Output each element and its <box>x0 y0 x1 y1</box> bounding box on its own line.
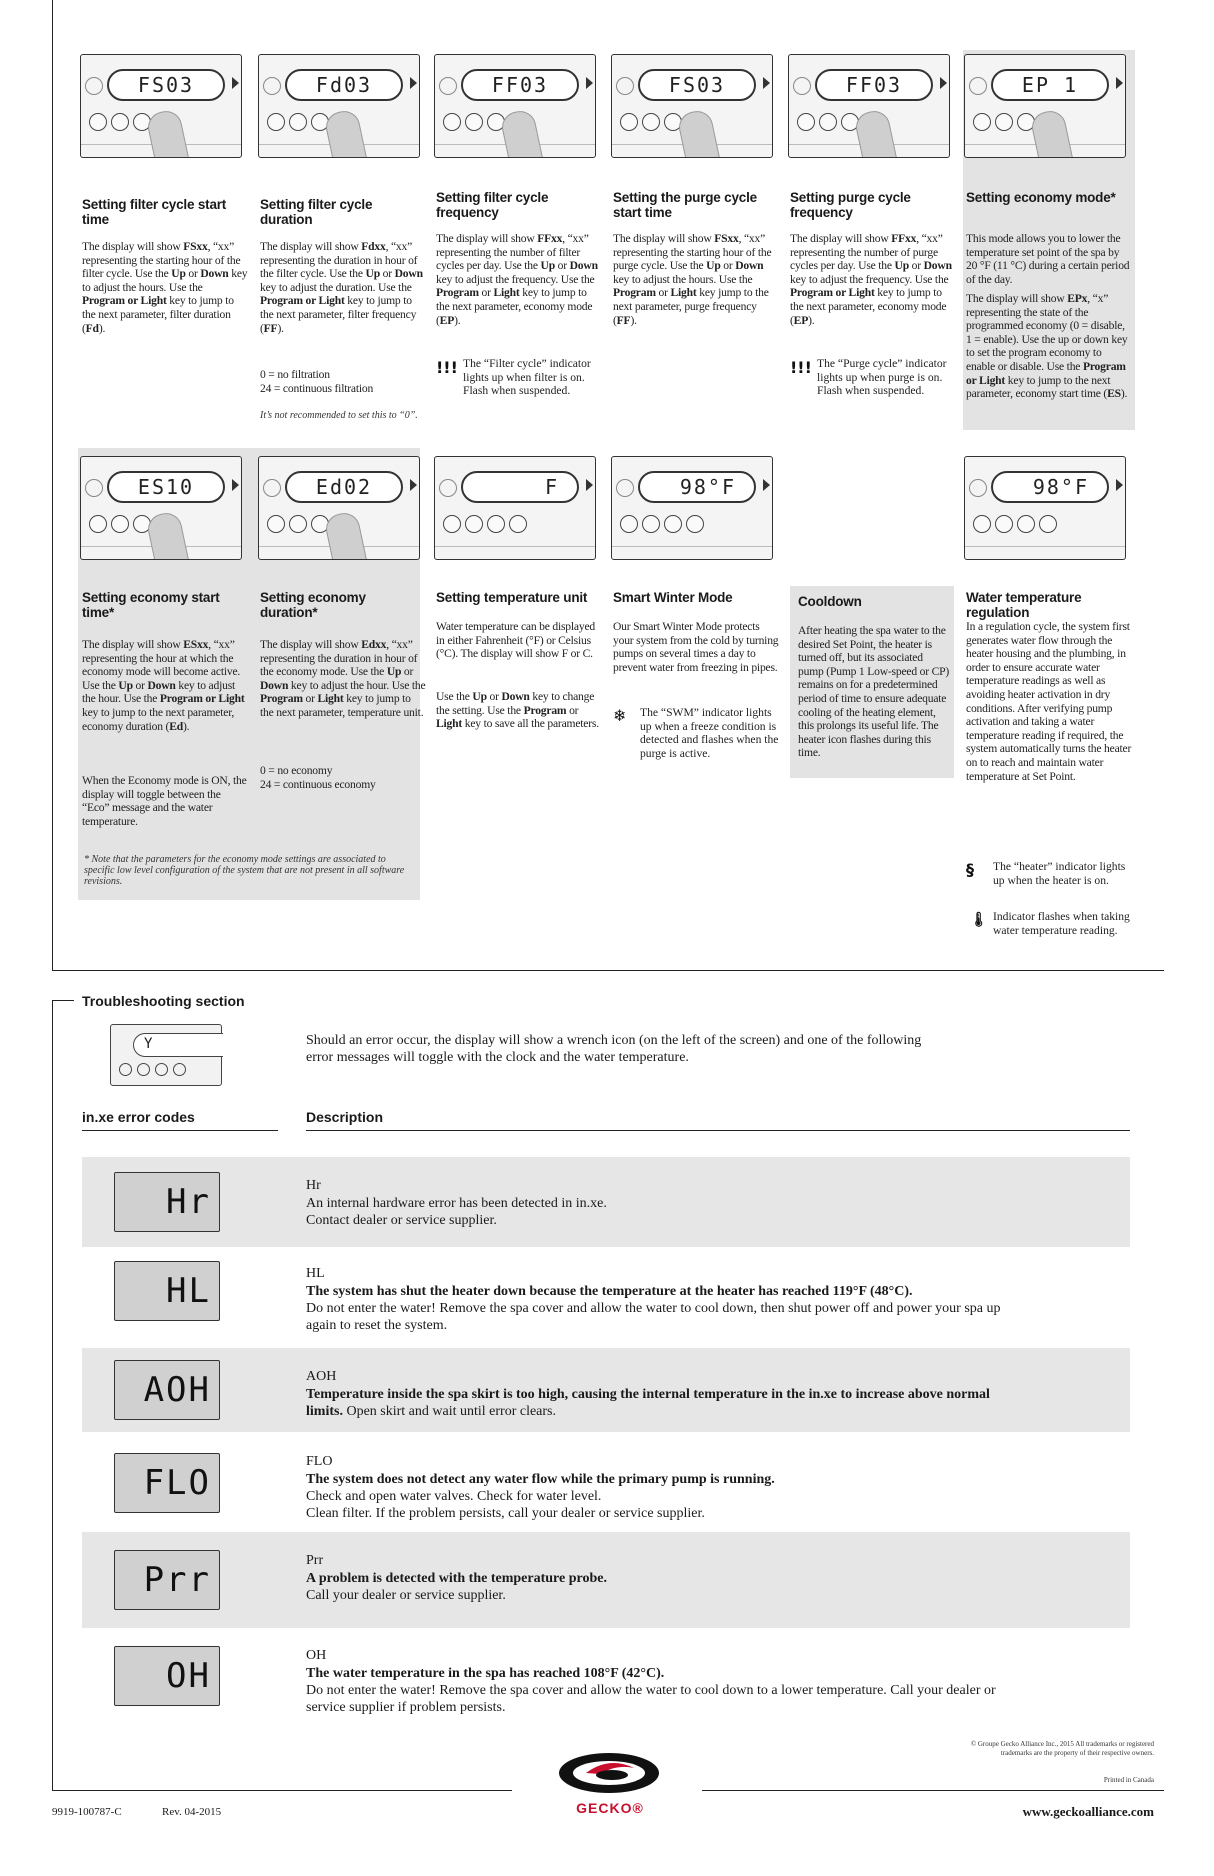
printed-in: Printed in Canada <box>1103 1776 1154 1784</box>
panel-button-2 <box>995 113 1013 131</box>
error-description: Temperature inside the spa skirt is too high, causing the internal temperature in the in.xe to increase above normal limits. Open skirt and wait until error clears. <box>306 1387 990 1419</box>
panel-logo-icon <box>263 479 281 497</box>
footer-rule-left <box>52 1790 512 1791</box>
indicator-text-2: Indicator flashes when taking water temperature reading. <box>993 910 1130 937</box>
error-description: The system has shut the heater down because the temperature at the heater has reached 119°F (48°C). Do not enter the water! Remove the spa cover and allow the water to cool down, then shut power off and power your spa up again to reset the system. <box>306 1284 1001 1333</box>
step-body: This mode allows you to lower the temperature set point of the spa by 20 °F (11 °C) during a certain period of the day. <box>966 232 1130 286</box>
control-panel-illustration <box>258 54 420 158</box>
indicator-text: The “Purge cycle” indicator lights up when purge is on. Flash when suspended. <box>817 357 947 398</box>
step-title: Setting purge cycle frequency <box>790 190 911 220</box>
error-code: OH <box>306 1648 327 1663</box>
control-panel-illustration <box>964 456 1126 560</box>
snowflake-indicator-icon: ❄ <box>613 706 627 725</box>
error-lcd-display: OH <box>114 1646 220 1706</box>
step-body-2: The display will show EPx, “x” representing the state of the programmed economy (0 = disable, 1 = enable). Use the up or down key to set the program economy to enable or disable. Use the Program or Light key to jump to the next parameter, economy start time (ES). <box>966 292 1128 401</box>
panel-button-1 <box>443 515 461 533</box>
arrow-right-icon <box>232 77 239 89</box>
lcd-display: Ed02 <box>285 471 403 503</box>
control-panel-illustration <box>434 54 596 158</box>
panel-logo-icon <box>85 479 103 497</box>
frame-left-rule <box>52 0 53 970</box>
step-body: The display will show Edxx, “xx” representing the duration in hour of the economy mode. Use the Up or Down key to adjust the hour. Use the Program or Light key to jump to the next parameter, temperature unit. <box>260 638 426 719</box>
panel-button-3 <box>664 515 682 533</box>
gecko-logo-icon <box>556 1750 662 1796</box>
panel-divider <box>965 546 1125 547</box>
error-lcd-display: Hr <box>114 1172 220 1232</box>
error-row <box>82 1433 1130 1533</box>
panel-button-3 <box>487 515 505 533</box>
error-code: HL <box>306 1266 325 1281</box>
lcd-display: 98°F <box>638 471 756 503</box>
panel-button-1 <box>973 515 991 533</box>
finger-press-icon <box>676 108 722 158</box>
finger-press-icon <box>323 510 369 560</box>
panel-button-2 <box>642 515 660 533</box>
copyright-notice: © Groupe Gecko Alliance Inc., 2015 All trademarks or registered trademarks are the property of their respective owners. <box>970 1740 1154 1757</box>
panel-button-1 <box>443 113 461 131</box>
step-title: Setting the purge cycle start time <box>613 190 757 220</box>
panel-button-2 <box>137 1063 150 1076</box>
description-rule <box>306 1130 1130 1131</box>
lcd-display: F <box>461 471 579 503</box>
error-row <box>82 1627 1130 1725</box>
step-title: Setting filter cycle frequency <box>436 190 549 220</box>
error-code: FLO <box>306 1454 333 1469</box>
frame-bottom-rule <box>52 970 1164 971</box>
step-title: Smart Winter Mode <box>613 590 733 605</box>
panel-button-1 <box>620 113 638 131</box>
setting-value: 24 = continuous filtration <box>260 382 374 395</box>
lcd-display: FF03 <box>815 69 933 101</box>
step-title: Setting economy mode* <box>966 190 1116 205</box>
panel-button-4 <box>1039 515 1057 533</box>
step-body: Water temperature can be displayed in either Fahrenheit (°F) or Celsius (°C). The display will show F or C. <box>436 620 596 661</box>
finger-press-icon <box>323 108 369 158</box>
finger-press-icon <box>145 108 191 158</box>
step-title: Water temperature regulation <box>966 590 1082 620</box>
panel-button-2 <box>642 113 660 131</box>
control-panel-illustration <box>788 54 950 158</box>
panel-button-2 <box>465 113 483 131</box>
troubleshooting-title: Troubleshooting section <box>82 993 245 1009</box>
control-panel-illustration <box>80 456 242 560</box>
arrow-right-icon <box>1116 77 1123 89</box>
step-title: Setting temperature unit <box>436 590 588 605</box>
arrow-right-icon <box>763 77 770 89</box>
error-code: AOH <box>306 1369 337 1384</box>
step-title: Setting filter cycle start time <box>82 197 227 227</box>
panel-button-1 <box>267 515 285 533</box>
gecko-brand-word: GECKO® <box>576 1800 644 1816</box>
panel-logo-icon <box>439 479 457 497</box>
lcd-display: FS03 <box>107 69 225 101</box>
panel-button-3 <box>1017 515 1035 533</box>
step-body: The display will show ESxx, “xx” representing the hour at which the economy mode will become active. Use the Up or Down key to adjust the hour. Use the Program or Light key to jump to the next parameter, economy duration (Ed). <box>82 638 245 733</box>
website-link[interactable]: www.geckoalliance.com <box>1022 1804 1154 1819</box>
footer-rule-right <box>702 1790 1164 1791</box>
arrow-right-icon <box>232 479 239 491</box>
panel-button-4 <box>509 515 527 533</box>
indicator-text: The “heater” indicator lights up when the heater is on. <box>993 860 1126 887</box>
thermometer-indicator-icon: 🌡 <box>970 912 988 928</box>
panel-logo-icon <box>969 479 987 497</box>
wrench-display-panel <box>110 1024 222 1086</box>
panel-logo-icon <box>793 77 811 95</box>
step-body: The display will show FSxx, “xx” representing the starting hour of the filter cycle. Use the Up or Down key to adjust the hours. Use the Program or Light key to jump to the next parameter, filter duration (Fd). <box>82 240 248 335</box>
error-description: The system does not detect any water flow while the primary pump is running. Check and open water valves. Check for water level. Clean filter. If the problem persists, call your dealer or service supplier. <box>306 1472 775 1521</box>
error-codes-heading: in.xe error codes <box>82 1109 195 1125</box>
setting-value: 24 = continuous economy <box>260 778 376 791</box>
step-body-2: Use the Up or Down key to change the setting. Use the Program or Light key to save all the parameters. <box>436 690 599 731</box>
error-lead: A problem is detected with the temperature probe. <box>306 1571 607 1586</box>
arrow-right-icon <box>1116 479 1123 491</box>
error-lcd-display: Prr <box>114 1550 220 1610</box>
error-lead: Temperature inside the spa skirt is too high, causing the internal temperature in the in.xe to increase above normal limits. <box>306 1387 990 1419</box>
heater-indicator-icon: § <box>966 860 974 879</box>
step-body: The display will show Fdxx, “xx” representing the duration in hour of the filter cycle. Use the Up or Down key to adjust the duration. Use the Program or Light key to jump to the next parameter, filter frequency (FF). <box>260 240 423 335</box>
control-panel-illustration <box>964 54 1126 158</box>
step-title: Setting economy start time* <box>82 590 220 620</box>
step-body: Our Smart Winter Mode protects your system from the cold by turning pumps on several times a day to prevent water from freezing in pipes. <box>613 620 779 674</box>
error-description: A problem is detected with the temperature probe. Call your dealer or service supplier. <box>306 1571 607 1603</box>
indicator-text: The “Filter cycle” indicator lights up when filter is on. Flash when suspended. <box>463 357 591 398</box>
error-lead: The water temperature in the spa has reached 108°F (42°C). <box>306 1666 665 1681</box>
step-title: Cooldown <box>798 594 862 609</box>
part-number: 9919-100787-C <box>52 1806 122 1818</box>
indicator-text: The “SWM” indicator lights up when a freeze condition is detected and flashes when the purge is active. <box>640 706 779 760</box>
panel-logo-icon <box>616 479 634 497</box>
finger-press-icon <box>145 510 191 560</box>
panel-divider <box>612 546 772 547</box>
cycle-indicator-icon: !!! <box>790 358 812 377</box>
panel-button-1 <box>620 515 638 533</box>
error-code: Prr <box>306 1553 324 1568</box>
panel-button-2 <box>465 515 483 533</box>
error-row <box>82 1532 1130 1628</box>
step-body: The display will show FFxx, “xx” representing the number of filter cycles per day. Use the Up or Down key to adjust the frequency. Use the Program or Light key to jump to the next parameter, economy mode (EP). <box>436 232 598 327</box>
error-row <box>82 1245 1130 1337</box>
step-body: In a regulation cycle, the system first generates water flow through the heater housing and the plumbing, in order to ensure accurate water temperature readings as well as avoiding heater activation in dry conditions. After verifying pump activation and taking a water temperature reading if required, the system automatically turns the heater on to reach and maintain water temperature at Set Point. <box>966 620 1132 783</box>
control-panel-illustration <box>80 54 242 158</box>
finger-press-icon <box>499 108 545 158</box>
panel-logo-icon <box>969 77 987 95</box>
panel-button-2 <box>289 113 307 131</box>
error-description: The water temperature in the spa has reached 108°F (42°C). Do not enter the water! Remove the spa cover and allow the water to cool down to a lower temperature. Call your dealer or service supplier if problem persists. <box>306 1666 996 1715</box>
panel-button-4 <box>173 1063 186 1076</box>
panel-button-2 <box>289 515 307 533</box>
troubleshooting-bracket <box>52 1000 53 1790</box>
arrow-right-icon <box>410 479 417 491</box>
setting-value: 0 = no economy <box>260 764 333 777</box>
lcd-display: ES10 <box>107 471 225 503</box>
economy-footnote: * Note that the parameters for the economy mode settings are associated to specific low level configuration of the system that are not present in all software revisions. <box>84 854 405 887</box>
error-code: Hr <box>306 1178 321 1193</box>
arrow-right-icon <box>410 77 417 89</box>
panel-logo-icon <box>263 77 281 95</box>
step-title: Setting filter cycle duration <box>260 197 373 227</box>
lcd-display: FS03 <box>638 69 756 101</box>
cycle-indicator-icon: !!! <box>436 358 458 377</box>
arrow-right-icon <box>586 479 593 491</box>
error-lcd-display: FLO <box>114 1453 220 1513</box>
control-panel-illustration <box>611 54 773 158</box>
error-row <box>82 1157 1130 1247</box>
lcd-display: 98°F <box>991 471 1109 503</box>
control-panel-illustration <box>258 456 420 560</box>
panel-logo-icon <box>439 77 457 95</box>
panel-button-1 <box>973 113 991 131</box>
finger-press-icon <box>853 108 899 158</box>
panel-button-1 <box>89 113 107 131</box>
panel-button-1 <box>267 113 285 131</box>
troubleshooting-bracket-top <box>52 1000 74 1001</box>
arrow-right-icon <box>940 77 947 89</box>
error-lcd-display: AOH <box>114 1360 220 1420</box>
panel-button-2 <box>111 113 129 131</box>
control-panel-illustration <box>434 456 596 560</box>
panel-logo-icon <box>616 77 634 95</box>
control-panel-illustration <box>611 456 773 560</box>
wrench-icon: Y <box>133 1033 223 1057</box>
error-lead: The system has shut the heater down because the temperature at the heater has reached 119°F (48°C). <box>306 1284 913 1299</box>
panel-button-1 <box>119 1063 132 1076</box>
panel-button-1 <box>797 113 815 131</box>
panel-button-1 <box>89 515 107 533</box>
error-description: An internal hardware error has been detected in in.xe. Contact dealer or service supplier. <box>306 1196 607 1228</box>
arrow-right-icon <box>763 479 770 491</box>
revision: Rev. 04-2015 <box>162 1806 222 1818</box>
error-row <box>82 1348 1130 1432</box>
step-note: It’s not recommended to set this to “0”. <box>260 410 418 421</box>
lcd-display: EP 1 <box>991 69 1109 101</box>
step-body: The display will show FFxx, “xx” representing the number of purge cycles per day. Use the Up or Down key to adjust the frequency. Use the Program or Light key to jump to the next parameter, economy mode (EP). <box>790 232 952 327</box>
step-body: The display will show FSxx, “xx” representing the starting hour of the purge cycle. Use the Up or Down key to adjust the hours. Use the Program or Light key jump to the next parameter, purge frequency (FF). <box>613 232 772 327</box>
setting-value: 0 = no filtration <box>260 368 330 381</box>
step-body: After heating the spa water to the desired Set Point, the heater is turned off, but its associated pump (Pump 1 Low-speed or CP) remains on for a predetermined period of time to ensure adequate cooling of the heating element, this prolongs its useful life. The heater icon flashes during this time. <box>798 624 950 760</box>
troubleshooting-intro: Should an error occur, the display will show a wrench icon (on the left of the screen) and one of the following error messages will toggle with the clock and the water temperature. <box>306 1033 922 1065</box>
panel-button-4 <box>686 515 704 533</box>
error-codes-rule <box>82 1130 278 1131</box>
lcd-display: FF03 <box>461 69 579 101</box>
panel-logo-icon <box>85 77 103 95</box>
panel-divider <box>435 546 595 547</box>
error-lead: The system does not detect any water flow while the primary pump is running. <box>306 1472 775 1487</box>
description-heading: Description <box>306 1109 384 1125</box>
step-title: Setting economy duration* <box>260 590 366 620</box>
panel-button-2 <box>111 515 129 533</box>
arrow-right-icon <box>586 77 593 89</box>
step-body-2: When the Economy mode is ON, the display will toggle between the “Eco” message and the water temperature. <box>82 774 247 828</box>
error-lcd-display: HL <box>114 1261 220 1321</box>
finger-press-icon <box>1029 108 1075 158</box>
lcd-display: Fd03 <box>285 69 403 101</box>
panel-button-2 <box>995 515 1013 533</box>
panel-button-2 <box>819 113 837 131</box>
panel-button-3 <box>155 1063 168 1076</box>
